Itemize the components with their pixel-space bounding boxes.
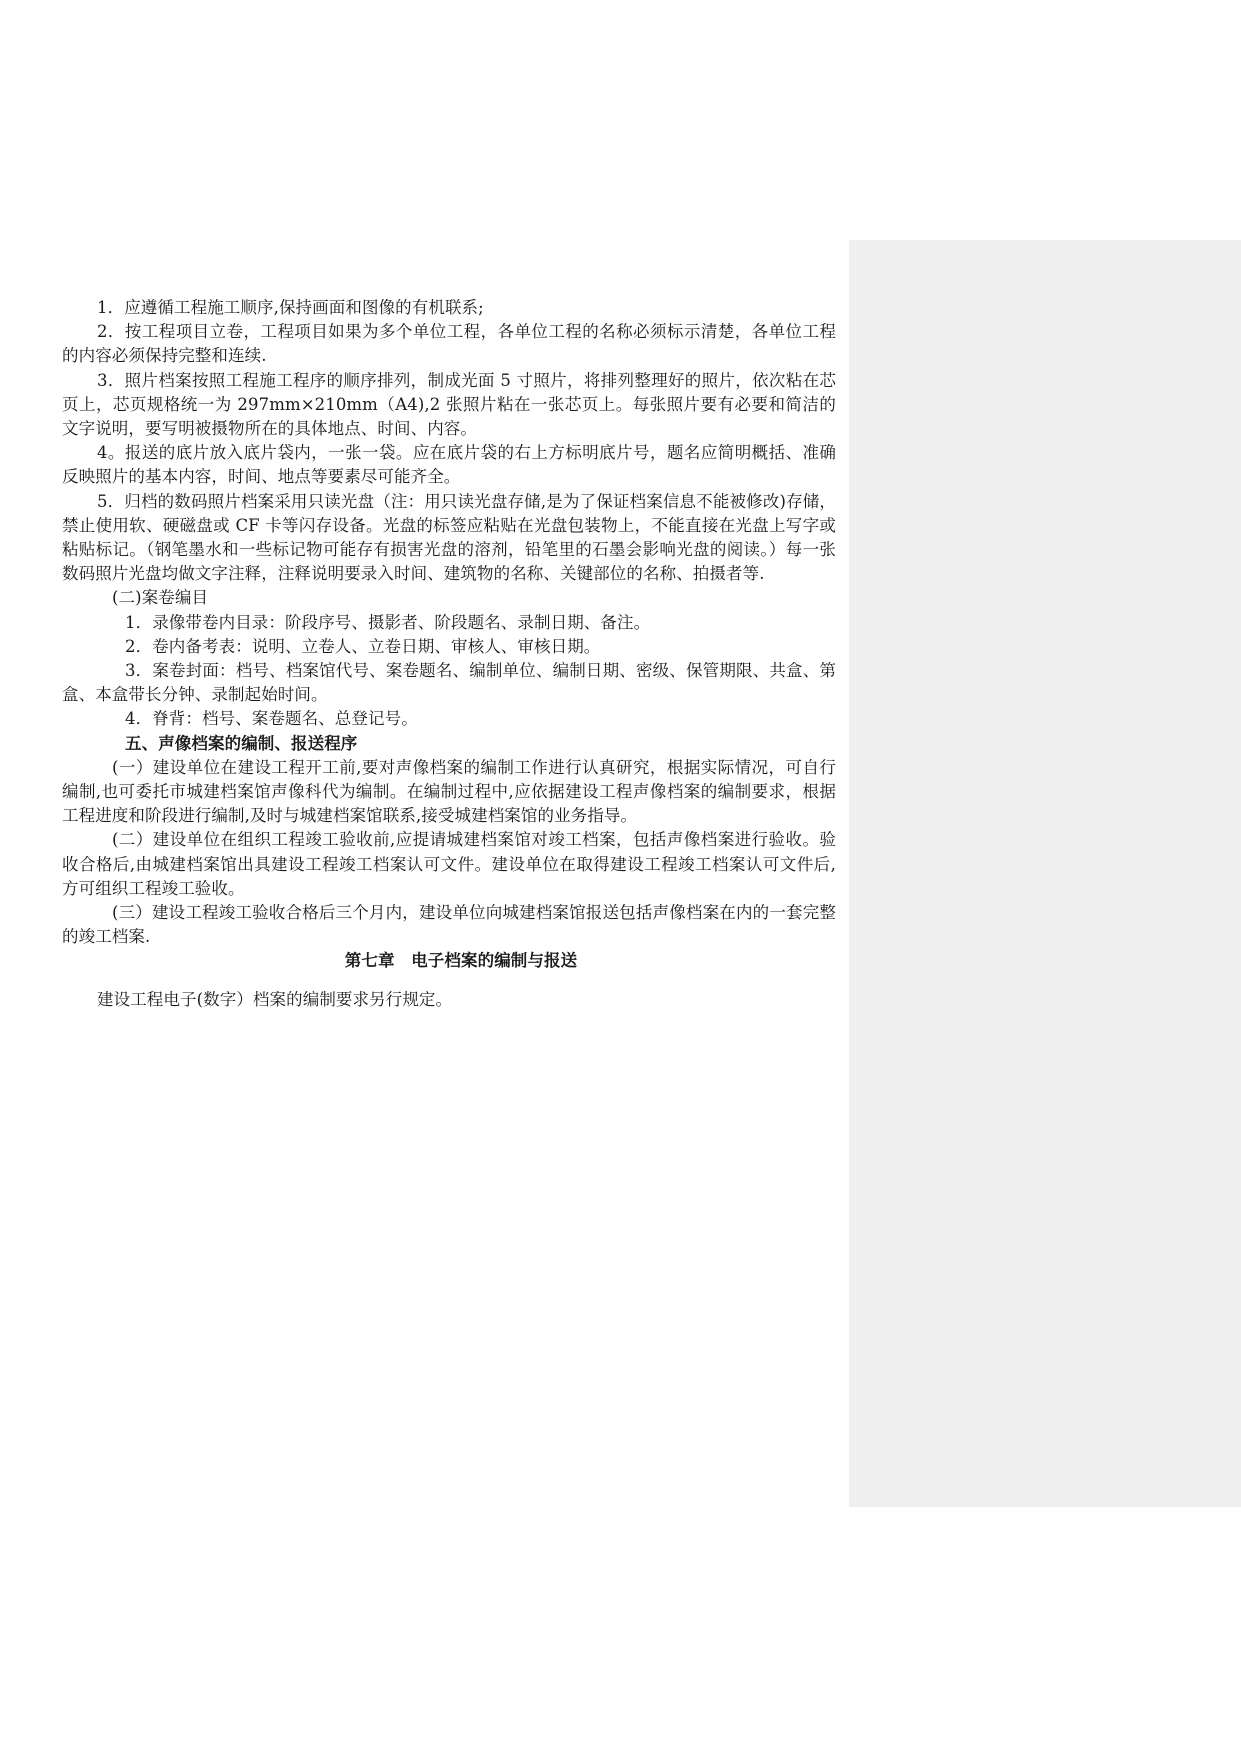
catalog-item-2: 2．卷内备考表：说明、立卷人、立卷日期、审核人、审核日期。	[125, 636, 601, 656]
chapter-body-text: 建设工程电子(数字）档案的编制要求另行规定。	[97, 989, 453, 1009]
catalog-item-4: 4．脊背：档号、案卷题名、总登记号。	[125, 709, 418, 729]
section-heading-catalog: (二)案卷编目	[112, 588, 209, 608]
section-heading-procedure: 五、声像档案的编制、报送程序	[125, 733, 358, 753]
catalog-item-1: 1．录像带卷内目录：阶段序号、摄影者、阶段题名、录制日期、备注。	[125, 612, 651, 632]
paragraph-item-1: 1．应遵循工程施工顺序,保持画面和图像的有机联系;	[97, 298, 484, 317]
comment-pane	[849, 240, 1241, 1507]
paragraph-item-3: 3．照片档案按照工程施工程序的顺序排列，制成光面 5 寸照片，将排列整理好的照片，依次粘在芯页上，芯页规格统一为 297mm×210mm（A4),2 张照片粘在一张芯页上。每张照片要有必要和简洁的文字说明，要写明被摄物所在的具体地点、时间、内容。	[62, 370, 836, 439]
catalog-item-3: 3．案卷封面：档号、档案馆代号、案卷题名、编制单位、编制日期、密级、保管期限、共盒、第盒、本盒带长分钟、录制起始时间。	[62, 661, 836, 705]
procedure-item-3: (三）建设工程竣工验收合格后三个月内，建设单位向城建档案馆报送包括声像档案在内的一套完整的竣工档案.	[62, 903, 836, 947]
paragraph-item-4: 4。报送的底片放入底片袋内，一张一袋。应在底片袋的右上方标明底片号，题名应简明概括、准确反映照片的基本内容，时间、地点等要素尽可能齐全。	[62, 443, 836, 487]
document-body	[62, 296, 836, 1012]
chapter-title: 第七章 电子档案的编制与报送	[344, 951, 578, 971]
paragraph-item-5: 5．归档的数码照片档案采用只读光盘（注：用只读光盘存储,是为了保证档案信息不能被修改)存储，禁止使用软、硬磁盘或 CF 卡等闪存设备。光盘的标签应粘贴在光盘包装物上，不能直接在光盘上写字或粘贴标记。（钢笔墨水和一些标记物可能存有损害光盘的溶剂，铅笔里的石墨会影响光盘的阅读。）每一张数码照片光盘均做文字注释，注释说明要录入时间、建筑物的名称、关键部位的名称、拍摄者等.	[62, 491, 836, 584]
paragraph-item-2: 2．按工程项目立卷，工程项目如果为多个单位工程，各单位工程的名称必须标示清楚，各单位工程的内容必须保持完整和连续.	[62, 322, 836, 366]
procedure-item-1: (一）建设单位在建设工程开工前,要对声像档案的编制工作进行认真研究，根据实际情况，可自行编制,也可委托市城建档案馆声像科代为编制。在编制过程中,应依据建设工程声像档案的编制要求，根据工程进度和阶段进行编制,及时与城建档案馆联系,接受城建档案馆的业务指导。	[62, 757, 836, 826]
procedure-item-2: (二）建设单位在组织工程竣工验收前,应提请城建档案馆对竣工档案，包括声像档案进行验收。验收合格后,由城建档案馆出具建设工程竣工档案认可文件。建设单位在取得建设工程竣工档案认可文件后,方可组织工程竣工验收。	[62, 830, 836, 898]
